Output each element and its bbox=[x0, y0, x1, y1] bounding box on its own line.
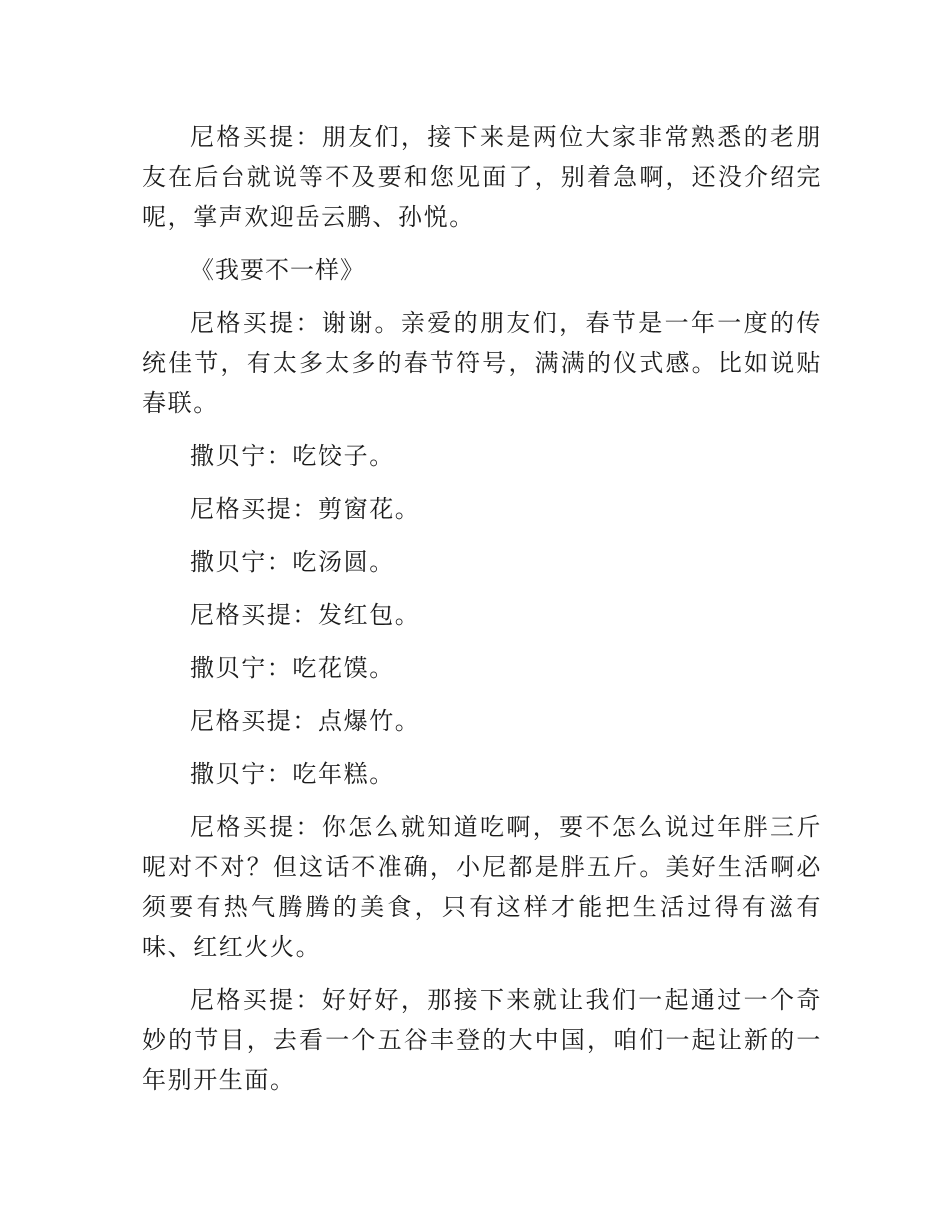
paragraph-intro: 尼格买提：朋友们，接下来是两位大家非常熟悉的老朋友在后台就说等不及要和您见面了，别着急啊，还没介绍完呢，掌声欢迎岳云鹏、孙悦。 bbox=[142, 123, 822, 231]
program-title: 《我要不一样》 bbox=[190, 256, 365, 284]
dialogue-line: 尼格买提：剪窗花。 bbox=[190, 495, 421, 523]
dialogue-line: 尼格买提：发红包。 bbox=[190, 601, 421, 629]
paragraph-closing: 尼格买提：好好好，那接下来就让我们一起通过一个奇妙的节目，去看一个五谷丰登的大中国，咱们一起让新的一年别开生面。 bbox=[142, 986, 822, 1094]
dialogue-line: 撒贝宁：吃年糕。 bbox=[190, 760, 395, 788]
dialogue-line: 撒贝宁：吃饺子。 bbox=[190, 442, 395, 470]
document-page bbox=[142, 117, 822, 1113]
paragraph-spring-festival: 尼格买提：谢谢。亲爱的朋友们，春节是一年一度的传统佳节，有太多太多的春节符号，满满的仪式感。比如说贴春联。 bbox=[142, 309, 822, 417]
dialogue-line: 撒贝宁：吃汤圆。 bbox=[190, 548, 395, 576]
dialogue-line: 撒贝宁：吃花馍。 bbox=[190, 654, 395, 682]
paragraph-food: 尼格买提：你怎么就知道吃啊，要不怎么说过年胖三斤呢对不对？但这话不准确，小尼都是胖五斤。美好生活啊必须要有热气腾腾的美食，只有这样才能把生活过得有滋有味、红红火火。 bbox=[142, 813, 822, 961]
dialogue-line: 尼格买提：点爆竹。 bbox=[190, 707, 421, 735]
